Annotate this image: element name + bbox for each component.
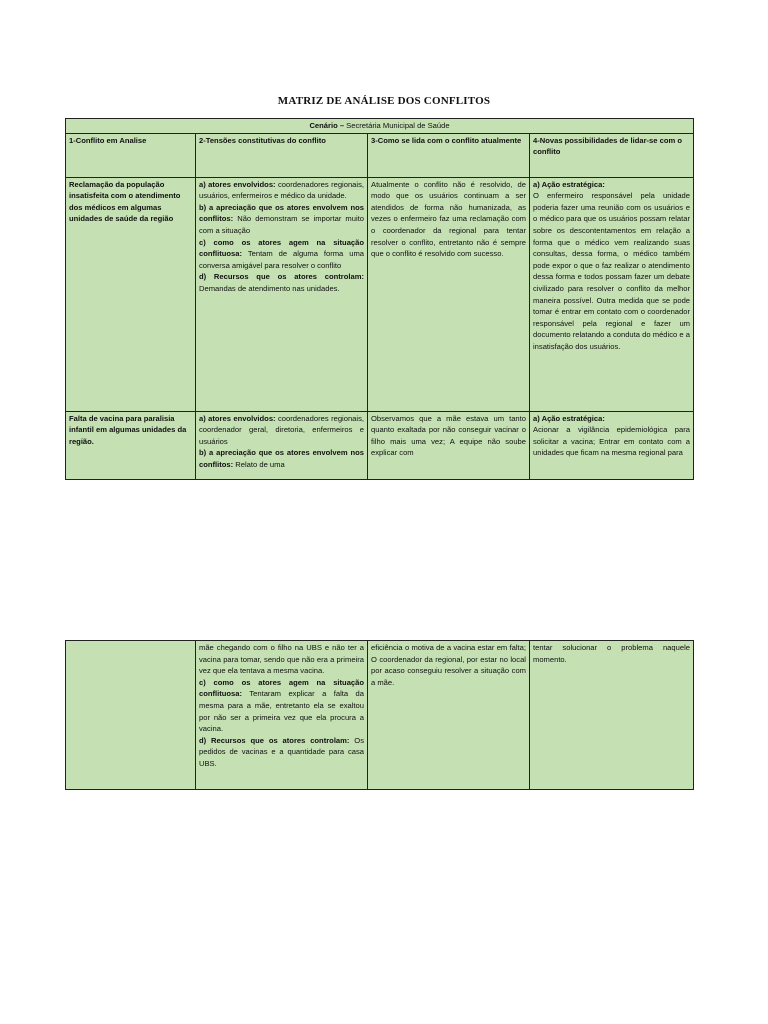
current-handling-text: Observamos que a mãe estava um tanto quanto exaltada por não conseguir vacinar o filho mais uma vez; A equipe não soube explicar com [371, 413, 526, 458]
current-handling-text: eficiência o motiva de a vacina estar em falta; O coordenador da regional, por estar no local por acaso conseguiu resolver a situação com a mãe. [371, 643, 526, 687]
tension-text: Tentaram explicar a falta da mesma para a mãe, entretanto ela se exaltou por não ser a primeira vez que ela procura a vacina. [199, 689, 364, 734]
conflict-cell-empty [66, 641, 196, 790]
tension-label: b) a apreciação que os atores envolvem nos conflitos: [199, 202, 364, 224]
table-row [66, 177, 694, 411]
header-row [66, 133, 694, 177]
tension-label: c) como os atores agem na situação conflituosa: [199, 237, 364, 259]
tension-label: d) Recursos que os atores controlam: [199, 272, 364, 282]
header-possibilities: 4-Novas possibilidades de lidar-se com o conflito [530, 133, 694, 177]
tension-text: coordenadores regionais, coordenador geral, diretoria, enfermeiros e usuários [199, 413, 364, 446]
possibilities-text: Acionar a vigilância epidemiológica para solicitar a vacina; Entrar em contato com a unidades que ficam na mesma regional para [533, 425, 691, 458]
conflict-matrix-table [65, 118, 694, 480]
possibilities-text: tentar solucionar o problema naquele momento. [533, 643, 690, 664]
tension-label: d) Recursos que os atores controlam: [199, 735, 350, 745]
possibilities-cell [530, 641, 694, 790]
tension-text: mãe chegando com o filho na UBS e não ter a vacina para tomar, sendo que não era a primeira vez que ela tentava a mesma vacina. [199, 643, 364, 676]
tension-text: Demandas de atendimento nas unidades. [199, 283, 340, 293]
tensions-cell [196, 177, 368, 411]
cenario-label: Cenário – [309, 121, 345, 130]
current-handling-cell [368, 411, 530, 479]
tension-text: coordenadores regionais, usuários, enfermeiros e médico da unidade. [199, 179, 364, 201]
possibilities-cell [530, 411, 694, 479]
strategic-action-label: a) Ação estratégica: [533, 413, 605, 423]
cenario-value: Secretária Municipal de Saúde [344, 121, 450, 130]
tension-label: b) a apreciação que os atores envolvem nos conflitos: [199, 448, 364, 469]
tension-text: Os pedidos de vacinas e a quantidade para casa UBS. [199, 735, 364, 768]
tension-text: Tentam de alguma forma uma conversa amigável para resolver o conflito [199, 249, 364, 270]
tension-label: a) atores envolvidos: [199, 179, 276, 189]
document-title: MATRIZ DE ANÁLISE DOS CONFLITOS [277, 95, 491, 107]
conflict-cell: Reclamação da população insatisfeita com o atendimento dos médicos em algumas unidades de saúde da região [66, 177, 196, 411]
current-handling-text: Atualmente o conflito não é resolvido, de modo que os usuários continuam a ser atendidos de forma não humanizada, as vezes o enfermeiro faz uma reclamação com o coordenador da regional para tentar resolver o conflito, entretanto não é sempre que o conflito é resolvido com sucesso. [371, 179, 526, 259]
possibilities-cell [530, 177, 694, 411]
header-conflict: 1-Conflito em Analise [66, 133, 196, 177]
tension-label: a) atores envolvidos: [199, 413, 276, 423]
conflict-cell: Falta de vacina para paralisia infantil em algumas unidades da região. [66, 411, 196, 479]
current-handling-cell [368, 177, 530, 411]
cenario-row [66, 119, 694, 134]
tensions-cell [196, 411, 368, 479]
conflict-matrix-table-continued [65, 640, 694, 790]
tension-text: Não demonstram se importar muito com a situação [199, 214, 364, 235]
strategic-action-label: a) Ação estratégica: [533, 179, 605, 189]
current-handling-cell [368, 641, 530, 790]
tension-text: Relato de uma [233, 459, 285, 469]
tensions-cell [196, 641, 368, 790]
table-row [66, 411, 694, 479]
cenario-cell [66, 119, 694, 134]
header-current: 3-Como se lida com o conflito atualmente [368, 133, 530, 177]
header-tensions: 2-Tensões constitutivas do conflito [196, 133, 368, 177]
tension-label: c) como os atores agem na situação conflituosa: [199, 677, 364, 699]
table-row [66, 641, 694, 790]
possibilities-text: O enfermeiro responsável pela unidade poderia fazer uma reunião com os usuários e o médico para que os usuários possam relatar sobre os descontentamentos em relação a forma que o médico vem realizando suas consultas, dessa forma, o médico também pode expor o que o faz realizar o atendimento dessa forma e todos possam fazer um debate civilizado para resolver o conflito da melhor maneira possível. Outra medida que se pode tomar é entrar em contato com o coordenador responsável pela regional e fazer um documento relatando a conduta do médico e a insatisfação dos usuários. [533, 191, 691, 351]
